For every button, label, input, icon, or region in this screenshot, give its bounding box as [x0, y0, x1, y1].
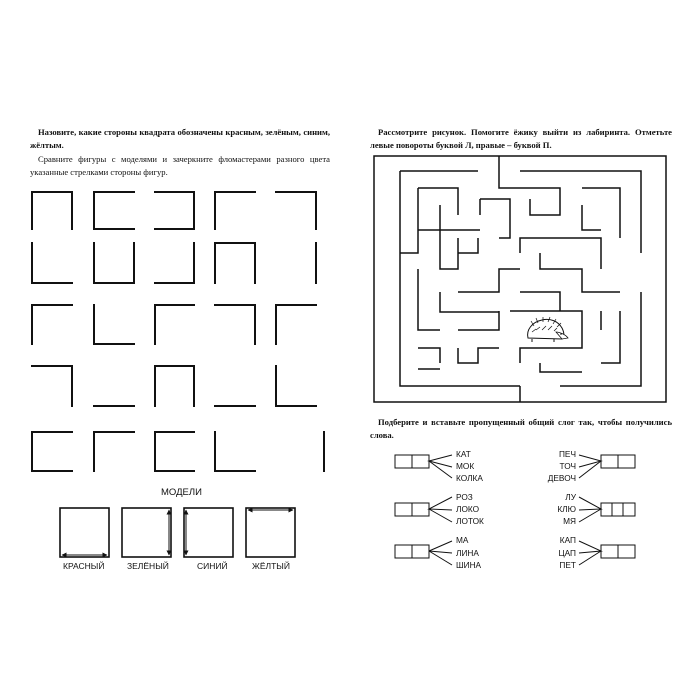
syllable-text: Подберите и вставьте пропущенный общий слог так, чтобы получились слова.	[370, 417, 672, 440]
shape-r5c4	[215, 432, 255, 471]
syllable-exercise	[395, 455, 635, 565]
model-label-yellow: ЖЁЛТЫЙ	[252, 561, 290, 571]
model-square-green	[122, 508, 171, 557]
word-l1-2: МОК	[456, 461, 475, 471]
word-l2-3: ЛОТОК	[456, 516, 484, 526]
double-arrow-icon	[62, 510, 293, 555]
shape-r5c3	[155, 432, 194, 471]
word-r2-3: МЯ	[563, 516, 576, 526]
shape-r1c4	[215, 192, 255, 229]
shape-r5c2	[94, 432, 134, 471]
hedgehog-icon	[528, 317, 568, 342]
task2-text: Сравните фигуры с моделями и зачеркните фломастерами разного цвета указанные стрелками стороны фигур.	[30, 154, 330, 177]
shape-r2c1	[32, 243, 72, 283]
word-r3-2: ЦАП	[558, 548, 576, 558]
word-r3-1: КАП	[559, 535, 576, 545]
shape-grid	[32, 192, 324, 471]
word-l1-3: КОЛКА	[456, 473, 483, 483]
word-l2-2: ЛОКО	[456, 504, 480, 514]
shape-r4c5	[276, 366, 316, 406]
model-square-yellow	[246, 508, 295, 557]
word-l3-1: МА	[456, 535, 469, 545]
shape-r3c3	[155, 305, 194, 344]
word-l2-1: РОЗ	[456, 492, 473, 502]
shape-r1c1	[32, 192, 72, 229]
shape-r2c3	[155, 243, 194, 283]
model-square-blue	[184, 508, 233, 557]
maze-text: Рассмотрите рисунок. Помогите ёжику выйти из лабиринта. Отметьте левые повороты буквой Л, правые – буквой П.	[370, 127, 672, 150]
shape-r4c3	[155, 366, 194, 406]
models-title: МОДЕЛИ	[161, 487, 202, 498]
shape-r3c1	[32, 305, 72, 344]
shape-r5c1	[32, 432, 72, 471]
maze	[374, 156, 666, 402]
word-r1-2: ТОЧ	[559, 461, 576, 471]
word-r1-1: ПЕЧ	[558, 449, 576, 459]
shape-r3c2	[94, 305, 134, 344]
shape-r4c1	[32, 366, 72, 406]
word-l3-3: ШИНА	[456, 560, 482, 570]
word-l3-2: ЛИНА	[456, 548, 479, 558]
shape-r3c4	[215, 305, 255, 344]
shape-r2c2	[94, 243, 134, 283]
model-squares	[60, 508, 295, 557]
word-r2-1: ЛУ	[565, 492, 576, 502]
shape-r1c5	[276, 192, 316, 229]
word-l1-1: КАТ	[456, 449, 471, 459]
word-r2-2: КЛЮ	[557, 504, 576, 514]
model-square-red	[60, 508, 109, 557]
model-label-red: КРАСНЫЙ	[63, 561, 105, 571]
shape-r3c5	[276, 305, 316, 344]
shape-r2c4	[215, 243, 255, 283]
model-label-green: ЗЕЛЁНЫЙ	[127, 561, 169, 571]
task1-text: Назовите, какие стороны квадрата обозначены красным, зелёным, синим, жёлтым.	[30, 127, 330, 150]
word-r3-3: ПЕТ	[559, 560, 576, 570]
shape-r1c2	[94, 192, 134, 229]
shape-r1c3	[155, 192, 194, 229]
model-label-blue: СИНИЙ	[197, 561, 228, 571]
word-r1-3: ДЕВОЧ	[547, 473, 576, 483]
